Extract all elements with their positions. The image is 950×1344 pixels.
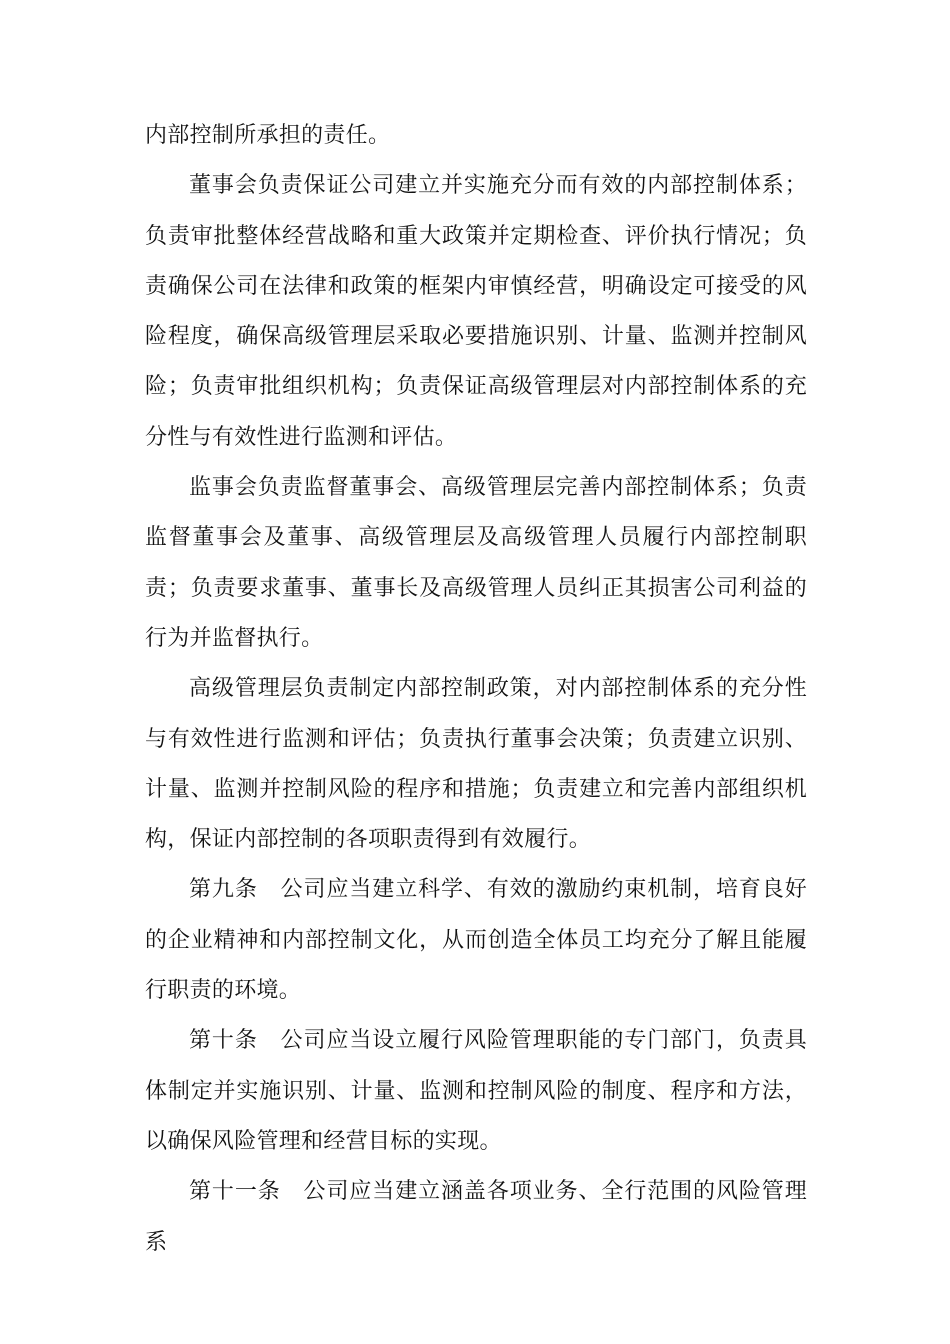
document-body [145, 111, 807, 1268]
paragraph-article-9: 第九条 公司应当建立科学、有效的激励约束机制，培育良好的企业精神和内部控制文化，从而创造全体员工均充分了解且能履行职责的环境。 [145, 877, 807, 1004]
paragraph-senior-management-duties: 高级管理层负责制定内部控制政策，对内部控制体系的充分性与有效性进行监测和评估；负责执行董事会决策；负责建立识别、计量、监测并控制风险的程序和措施；负责建立和完善内部组织机构，保证内部控制的各项职责得到有效履行。 [145, 676, 807, 853]
paragraph-article-11: 第十一条 公司应当建立涵盖各项业务、全行范围的风险管理系 [145, 1179, 807, 1255]
paragraph-supervisory-board-duties: 监事会负责监督董事会、高级管理层完善内部控制体系；负责监督董事会及董事、高级管理层及高级管理人员履行内部控制职责；负责要求董事、董事长及高级管理人员纠正其损害公司利益的行为并监督执行。 [145, 475, 807, 651]
paragraph-board-duties: 董事会负责保证公司建立并实施充分而有效的内部控制体系；负责审批整体经营战略和重大政策并定期检查、评价执行情况；负责确保公司在法律和政策的框架内审慎经营，明确设定可接受的风险程度，确保高级管理层采取必要措施识别、计量、监测并控制风险；负责审批组织机构；负责保证高级管理层对内部控制体系的充分性与有效性进行监测和评估。 [145, 173, 807, 450]
paragraph-continuation: 内部控制所承担的责任。 [145, 123, 391, 148]
paragraph-article-10: 第十条 公司应当设立履行风险管理职能的专门部门，负责具体制定并实施识别、计量、监测和控制风险的制度、程序和方法，以确保风险管理和经营目标的实现。 [145, 1028, 807, 1154]
